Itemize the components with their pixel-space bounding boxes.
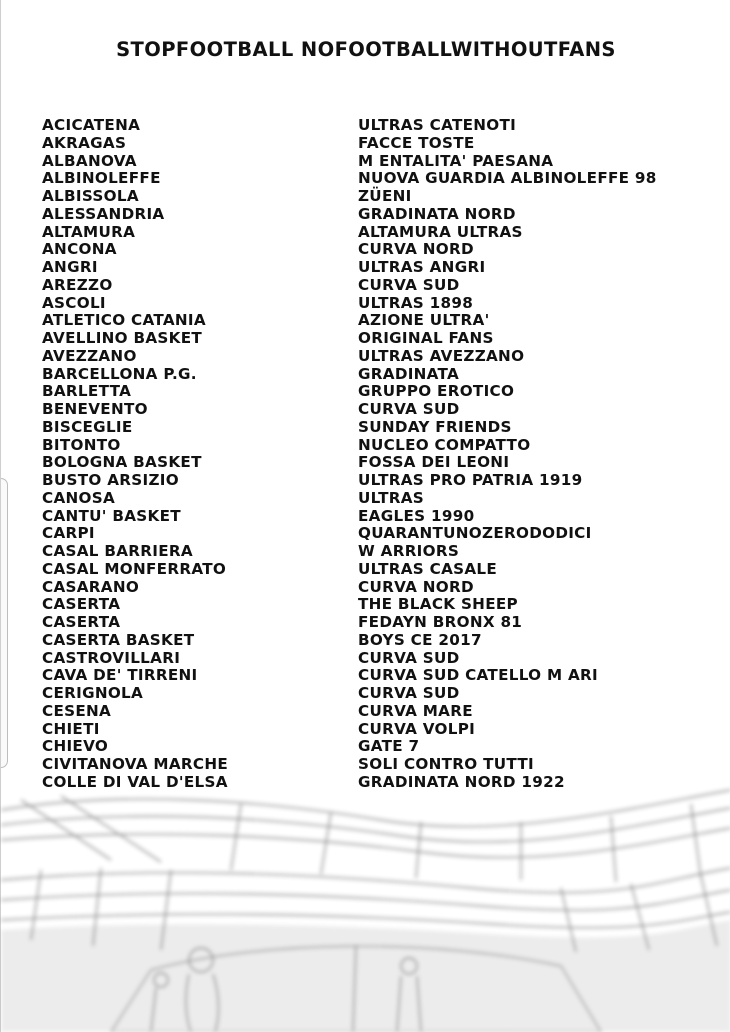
team-name: CASAL BARRIERA <box>42 542 193 560</box>
ultras-group-name: ULTRAS 1898 <box>358 293 474 312</box>
ultras-groups-column <box>358 117 657 792</box>
team-name: ATLETICO CATANIA <box>42 311 206 330</box>
ultras-group-name: CURVA NORD <box>358 240 474 259</box>
team-name: BITONTO <box>42 435 121 454</box>
ultras-group-name: ULTRAS <box>358 488 425 507</box>
ultras-group-name: AZIONE ULTRA' <box>358 311 490 330</box>
ultras-group-name: ULTRAS AVEZZANO <box>358 346 525 365</box>
ultras-group-name: GRADINATA <box>358 364 460 383</box>
ultras-group-name: FOSSA DEI LEONI <box>358 453 510 472</box>
team-name: ANCONA <box>42 240 117 259</box>
team-name: AREZZO <box>42 275 113 294</box>
ultras-group-name: THE BLACK SHEEP <box>358 595 518 614</box>
ultras-group-name: ULTRAS CATENOTI <box>358 116 517 134</box>
team-name: CARPI <box>42 524 95 543</box>
teams-column <box>42 117 228 792</box>
ultras-group-name: CURVA VOLPI <box>358 719 476 738</box>
team-name: BARCELLONA P.G. <box>42 364 197 383</box>
ultras-group-name: ZÜENI <box>358 187 412 205</box>
team-name: CASTROVILLARI <box>42 648 181 667</box>
team-name: CANOSA <box>42 488 116 507</box>
side-scroll-tab[interactable] <box>1 478 8 768</box>
ultras-group-name: CURVA SUD <box>358 275 460 294</box>
team-name: CHIETI <box>42 719 100 738</box>
team-name: BISCEGLIE <box>42 417 133 436</box>
ultras-group-name: ULTRAS PRO PATRIA 1919 <box>358 471 583 489</box>
ultras-group-name: CURVA SUD <box>358 400 460 418</box>
team-name: CASERTA <box>42 613 121 631</box>
team-name: BARLETTA <box>42 382 132 401</box>
team-name: CANTU' BASKET <box>42 506 181 525</box>
team-name: ALESSANDRIA <box>42 204 165 223</box>
team-name: BENEVENTO <box>42 400 148 418</box>
team-name: CERIGNOLA <box>42 684 144 702</box>
team-name: AKRAGAS <box>42 133 127 152</box>
ultras-group-name: BOYS CE 2017 <box>358 630 482 649</box>
ultras-group-name: CURVA SUD <box>358 684 460 702</box>
ultras-group-name: ULTRAS ANGRI <box>358 258 486 276</box>
ultras-group-name: ULTRAS CASALE <box>358 559 498 578</box>
team-name: CASAL MONFERRATO <box>42 559 227 578</box>
team-name: AVELLINO BASKET <box>42 329 203 347</box>
team-name: BOLOGNA BASKET <box>42 453 202 472</box>
team-name: CASERTA BASKET <box>42 630 195 649</box>
team-name: AVEZZANO <box>42 346 137 365</box>
team-name: ACICATENA <box>42 116 141 134</box>
ultras-group-name: CURVA SUD CATELLO M ARI <box>358 666 598 685</box>
ultras-group-name: GRUPPO EROTICO <box>358 382 515 401</box>
team-name: CASARANO <box>42 577 140 596</box>
ultras-group-name: FACCE TOSTE <box>358 133 475 152</box>
team-name: COLLE DI VAL D'ELSA <box>42 772 228 791</box>
team-name: CESENA <box>42 701 112 720</box>
ultras-group-name: NUOVA GUARDIA ALBINOLEFFE 98 <box>358 169 657 188</box>
ultras-group-name: CURVA NORD <box>358 577 474 596</box>
ultras-group-name: ALTAMURA ULTRAS <box>358 222 523 241</box>
ultras-group-name: SOLI CONTRO TUTTI <box>358 755 534 773</box>
team-name: ALBINOLEFFE <box>42 169 161 188</box>
ultras-group-name: SUNDAY FRIENDS <box>358 417 512 436</box>
page-title: STOPFOOTBALL NOFOOTBALLWITHOUTFANS <box>116 38 616 61</box>
team-name: ALTAMURA <box>42 222 136 241</box>
ultras-group-name: ORIGINAL FANS <box>358 329 494 347</box>
team-name: CIVITANOVA MARCHE <box>42 755 229 773</box>
ultras-group-name: NUCLEO COMPATTO <box>358 435 531 454</box>
team-name: CHIEVO <box>42 737 109 756</box>
team-name: ALBISSOLA <box>42 187 139 205</box>
team-name: CASERTA <box>42 595 121 614</box>
ultras-group-name: FEDAYN BRONX 81 <box>358 613 523 631</box>
ultras-group-name: W ARRIORS <box>358 542 460 560</box>
ultras-group-name: M ENTALITA' PAESANA <box>358 151 554 170</box>
ultras-group-name: GRADINATA NORD <box>358 204 516 223</box>
team-name: ANGRI <box>42 258 98 276</box>
ultras-group-name: CURVA SUD <box>358 648 460 667</box>
stadium-sketch-icon <box>1 770 730 1032</box>
team-name: BUSTO ARSIZIO <box>42 471 179 489</box>
team-name: ALBANOVA <box>42 151 137 170</box>
ultras-group-name: QUARANTUNOZERODODICI <box>358 524 592 543</box>
ultras-group-name: GRADINATA NORD 1922 <box>358 772 565 791</box>
team-name: CAVA DE' TIRRENI <box>42 666 198 685</box>
ultras-group-name: EAGLES 1990 <box>358 506 475 525</box>
ultras-group-name: CURVA MARE <box>358 701 473 720</box>
ultras-group-name: GATE 7 <box>358 737 420 756</box>
team-name: ASCOLI <box>42 293 106 312</box>
